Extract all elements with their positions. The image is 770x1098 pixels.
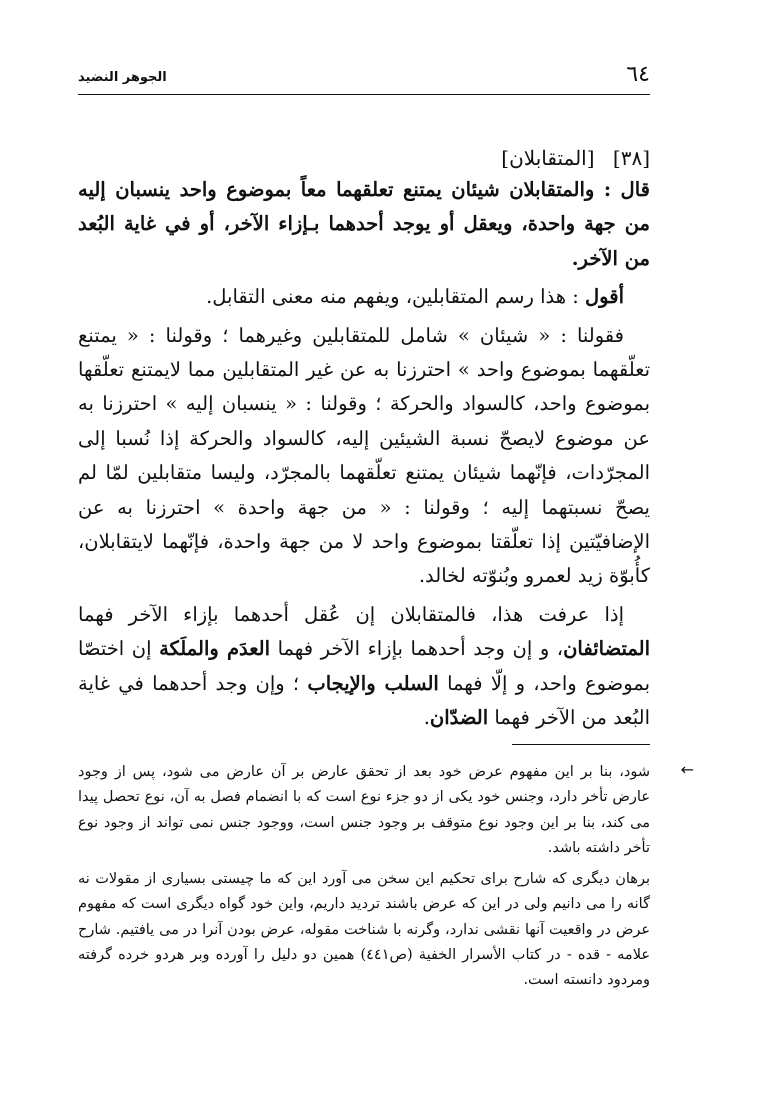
explanation-paragraph: فقولنا : « شيئان » شامل للمتقابلين وغيرهما ؛ وقولنا : « يمتنع تعلّقهما بموضوع واحد » احترزنا به عن غير المتقابلين مما لايمتنع تعلّقها بموضوع واحد، كالسواد والحركة ؛ وقولنا : « ينسبان إليه » احترزنا به عن موضوع لايصحّ نسبة الشيئين إليه، كالسواد والحركة إذا نُسبا إلى المجرّدات، فإنّهما شيئان يمتنع تعلّقهما بالمجرّد، وليسا متقابلين لمّا لم يصحّ نسبتهما إليه ؛ وقولنا : « من جهة واحدة » احترزنا به عن الإضافيّتين إذا تعلّقتا بموضوع واحد لا من جهة واحدة، فإنّهما لايتقابلان، كأُبوّة زيد لعمرو وبُنوّته لخالد.: [78, 323, 650, 588]
section-title: [المتقابلان]: [501, 146, 595, 170]
page-number: ٦٤: [626, 62, 650, 87]
footnote-paragraph-2: برهان دیگری که شارح برای تحکیم این سخن می آورد این که ما چیستی بسیاری از مقولات نه گانه را می دانیم ولی در این که عرض باشند تردید داریم، واین خود گواه دیگری است که مفهوم عرض در واقعیت آنها نقشی ندارد، وگرنه با شناخت مقوله، عرض بودن آنرا در می یافتیم. شارح علامه - قده - در کتاب الأسرار الخفية (ص٤٤١) همین دو دلیل را آورده وبر هردو خرده گرفته ومردود دانسته است.: [78, 871, 650, 989]
types-paragraph: [78, 598, 650, 736]
types-text-5: .: [423, 706, 430, 730]
aqulu-text: : هذا رسم المتقابلين، ويفهم منه معنى التقابل.: [206, 285, 579, 309]
qala-paragraph: [78, 173, 650, 276]
types-text-4: ؛ وإن وجد أحدهما في غاية البُعد من الآخر فهما: [78, 671, 650, 730]
term-mutadayifan: المتضائفان: [563, 637, 651, 661]
running-title: الجوهر النضيد: [78, 70, 167, 85]
qala-label: قال: [620, 178, 650, 201]
section-number: [٣٨]: [612, 146, 650, 170]
qala-text: : والمتقابلان شيئان يمتنع تعلقهما معاً بموضوع واحد ينسبان إليه من جهة واحدة، ويعقل أو يوجد أحدهما بـإزاء الآخر، أو في غاية البُعد من الآخر.: [78, 178, 650, 270]
section-heading: [78, 143, 650, 173]
types-text-2: ، و إن وجد أحدهما بإزاء الآخر فهما: [277, 637, 564, 661]
continuation-arrow-icon: ←: [680, 760, 694, 779]
types-text-1: إذا عرفت هذا، فالمتقابلان إن عُقل أحدهما بإزاء الآخر فهما: [78, 602, 624, 626]
footnote-separator: [512, 744, 650, 745]
page-header: [78, 60, 650, 95]
aqulu-paragraph: [78, 280, 650, 314]
footnote-paragraph-1: شود، بنا بر این مفهوم عرض خود بعد از تحقق عارض بر آن عارض می شود، پس از وجود عارض تأخر دارد، وجنس خود یکی از دو جزء نوع است که با انضمام فصل به آن، نوع تحصل پیدا می کند، بنا بر این وجود نوع متوقف بر وجود جنس است، ووجود جنس نمی تواند از وجود نوع تأخر داشته باشد.: [78, 764, 650, 856]
aqulu-label: أقول: [585, 285, 624, 309]
types-text-3: إن اختصّا بموضوع واحد، و إلّا فهما: [78, 637, 651, 695]
book-page: [78, 60, 694, 1070]
term-diddan: الضدّان: [429, 706, 489, 730]
footnotes: [78, 760, 694, 1000]
term-salb-ijab: السلب والإيجاب: [307, 671, 439, 695]
term-adam-malaka: العدَم والملَكة: [159, 637, 271, 661]
